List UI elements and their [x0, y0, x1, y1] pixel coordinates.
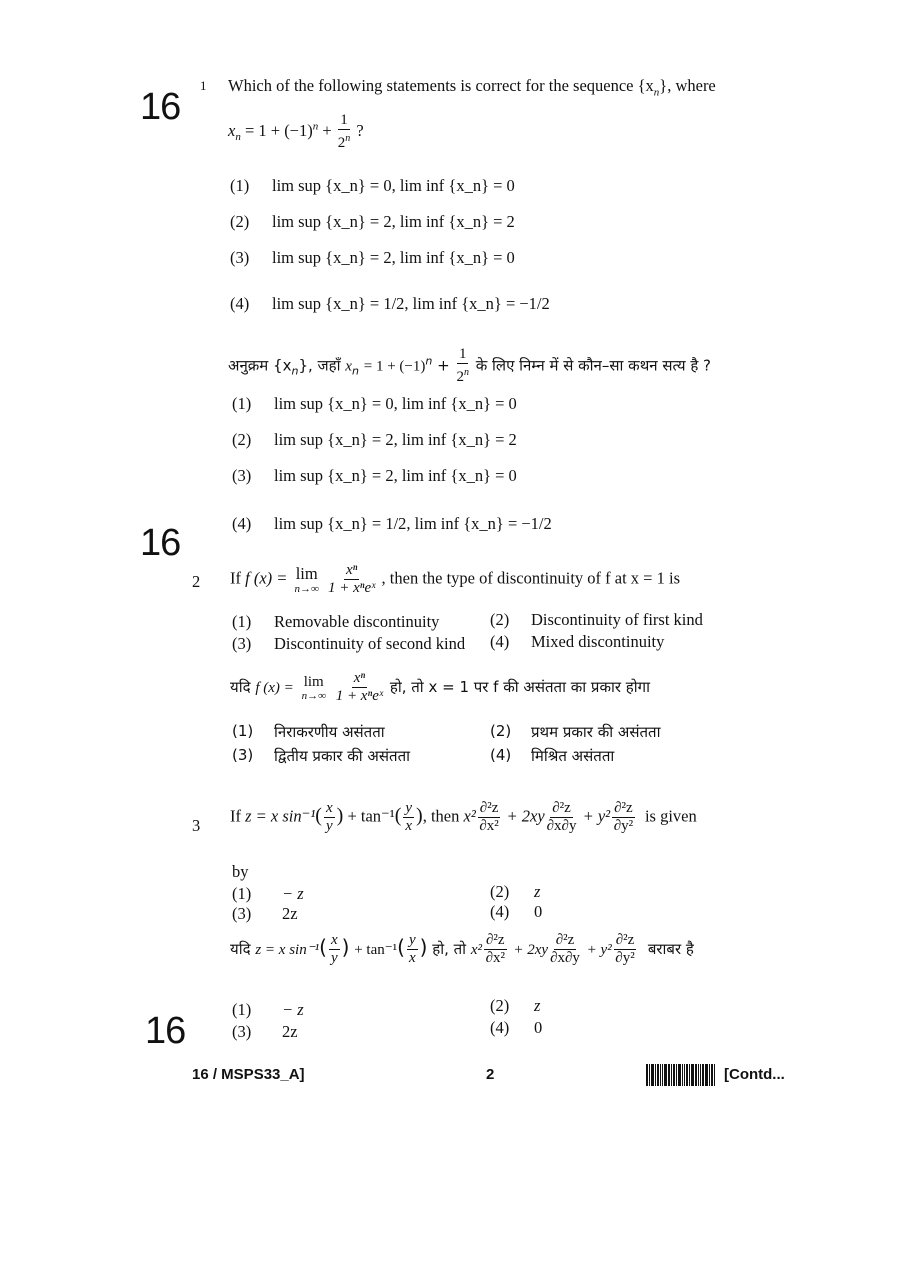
option-text: मिश्रित असंतता [531, 747, 615, 765]
question-1-text: Which of the following statements is correct for the sequence $\{x_n\}$, where [228, 76, 716, 99]
option-text: lim sup {x_n} = 2, lim inf {x_n} = 2 [274, 430, 517, 449]
page-stamp: 16 [140, 522, 181, 564]
option-text: lim sup {x_n} = 2, lim inf {x_n} = 0 [274, 466, 517, 485]
option-label: (3) [232, 634, 252, 653]
option-label: (4) [490, 632, 510, 651]
option-text: z [534, 882, 541, 901]
option-label: (1) [232, 884, 252, 903]
option-label: (1) [232, 722, 254, 740]
option-label: (1) [232, 612, 252, 631]
option-label: (1) [230, 176, 250, 195]
page-stamp: 16 [140, 86, 181, 128]
option-text: Removable discontinuity [274, 612, 440, 631]
option-text: lim sup {x_n} = 0, lim inf {x_n} = 0 [272, 176, 515, 195]
option-text: z [534, 996, 541, 1015]
option-label: (2) [232, 430, 252, 449]
option-label: (4) [232, 514, 252, 533]
option-label: (2) [230, 212, 250, 231]
question-2-hindi: यदि f (x) = lim n→∞ $\frac{\text{xⁿ}}{\text{1 + xⁿeˣ}}$ हो, तो x = 1 पर f की असंतता का प्रकार होगा [230, 670, 650, 704]
sequence-definition: $x_n = 1 + (-1)^n$ + $\frac{1}{2^n}$ ? [228, 112, 364, 151]
question-1-hindi: अनुक्रम $\{x_n\}$, जहाँ $x_n = 1 + (-1)^n$ + $\frac{1}{2^n}$ के लिए निम्न में से कौन–सा कथन सत्य है ? [228, 346, 712, 385]
option-text: Discontinuity of first kind [531, 610, 703, 629]
option-label: (2) [490, 996, 510, 1015]
option-text: Discontinuity of second kind [274, 634, 466, 653]
question-3-by: by [232, 862, 249, 881]
option-text: 0 [534, 1018, 543, 1037]
option-text: 0 [534, 902, 543, 921]
option-text: 2z [282, 1022, 298, 1041]
option-label: (4) [230, 294, 250, 313]
option-text: − z [282, 1000, 304, 1019]
page-stamp: 16 [145, 1010, 186, 1052]
question-number: 2 [192, 572, 201, 591]
page-number: 2 [486, 1066, 495, 1083]
option-text: Mixed discontinuity [531, 632, 665, 651]
question-2-text: If f (x) = lim n→∞ $\frac{\text{xⁿ}}{\text{1 + xⁿeˣ}}$ , then the type of discontinuity of f at x = 1 is [230, 562, 680, 596]
option-text: निराकरणीय असंतता [274, 723, 385, 741]
question-number: 3 [192, 816, 201, 835]
option-label: (1) [232, 394, 252, 413]
barcode-image [646, 1064, 716, 1086]
option-label: (1) [232, 1000, 252, 1019]
question-3-text: If z = x sin⁻¹( $\frac{x}{y}$ ) + tan⁻¹( $\frac{y}{x}$ ), then x² $\frac{\text{∂²z}}{\text{∂x²}}$ + 2xy $\frac{\text{∂²z}}{\partial x\partial y}$ + y² $\frac{\text{∂²z}}{\text{∂y²}}$ is given [230, 800, 697, 834]
option-label: (3) [232, 746, 254, 764]
option-label: (4) [490, 1018, 510, 1037]
option-text: lim sup {x_n} = 1/2, lim inf {x_n} = −1/2 [272, 294, 550, 313]
option-text: 2z [282, 904, 298, 923]
option-text: द्वितीय प्रकार की असंतता [274, 747, 411, 765]
option-label: (2) [490, 882, 510, 901]
paper-code: 16 / MSPS33_A] [192, 1066, 305, 1083]
option-text: lim sup {x_n} = 1/2, lim inf {x_n} = −1/2 [274, 514, 552, 533]
option-label: (2) [490, 722, 512, 740]
option-label: (2) [490, 610, 510, 629]
option-text: − z [282, 884, 304, 903]
continued-label: [Contd... [724, 1066, 785, 1083]
option-label: (3) [230, 248, 250, 267]
option-text: lim sup {x_n} = 2, lim inf {x_n} = 2 [272, 212, 515, 231]
option-label: (3) [232, 466, 252, 485]
option-label: (4) [490, 902, 510, 921]
option-text: प्रथम प्रकार की असंतता [531, 723, 661, 741]
option-label: (3) [232, 1022, 252, 1041]
option-text: lim sup {x_n} = 2, lim inf {x_n} = 0 [272, 248, 515, 267]
option-label: (3) [232, 904, 252, 923]
option-text: lim sup {x_n} = 0, lim inf {x_n} = 0 [274, 394, 517, 413]
question-3-hindi: यदि z = x sin⁻¹( $\frac{x}{y}$ ) + tan⁻¹( $\frac{y}{x}$ ) हो, तो x² $\frac{\text{∂²z}}{\text{∂x²}}$ + 2xy $\frac{\text{∂²z}}{\partial x\partial y}$ + y² $\frac{\text{∂²z}}{\text{∂y²}}$ बराबर है [230, 932, 694, 966]
question-number: 1 [200, 78, 207, 93]
option-label: (4) [490, 746, 512, 764]
